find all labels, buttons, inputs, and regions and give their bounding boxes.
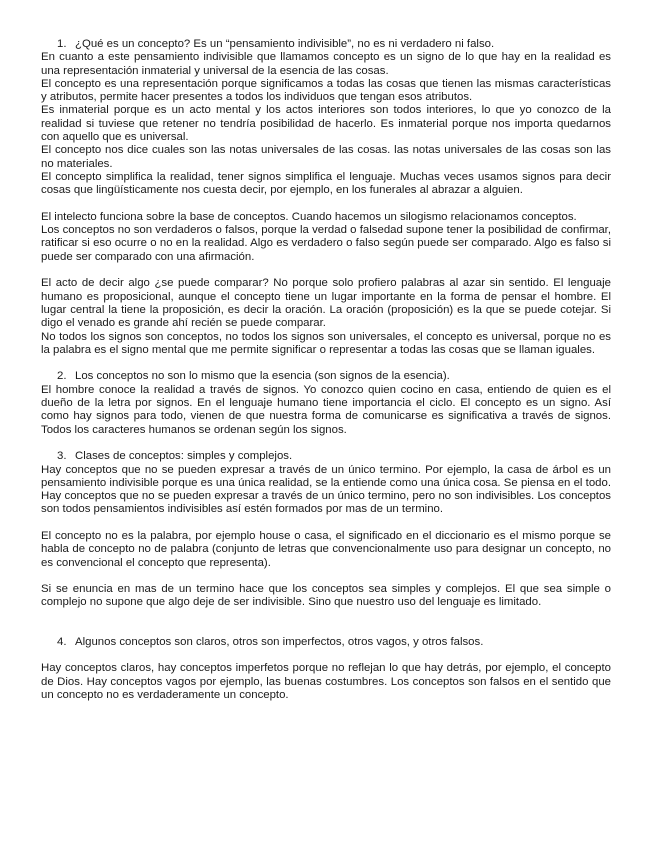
section-4 (41, 636, 611, 702)
section-3 (41, 450, 611, 636)
section-title: Los conceptos no son lo mismo que la esencia (son signos de la esencia). (75, 370, 450, 383)
paragraph: En cuanto a este pensamiento indivisible que llamamos concepto es un signo de lo que hay en la realidad es una representación inmaterial y universal de la esencia de las cosas. (41, 51, 611, 77)
section-number: 1. (57, 38, 67, 50)
paragraph: El concepto simplifica la realidad, tener signos simplifica el lenguaje. Muchas veces usamos signos para decir cosas que lingüísticamente nos cuesta decir, por ejemplo, en los funerales al abrazar a alguien. (41, 170, 611, 197)
paragraph: Hay conceptos que no se pueden expresar a través de un único termino. Por ejemplo, la casa de árbol es un pensamiento indivisible porque es una única realidad, se la entiende como una única cosa. Se piensa en el todo. Hay conceptos que no se pueden expresar a través de un único termino, pero no son indivisibles. Los conceptos son todos pensamientos indivisibles así estén formados por mas de un termino. (41, 463, 611, 516)
section-1 (41, 38, 611, 370)
section-heading (41, 370, 611, 383)
section-heading (41, 38, 611, 51)
section-number: 3. (57, 450, 67, 463)
paragraph: El hombre conoce la realidad a través de signos. Yo conozco quien cocino en casa, entiendo de quien es el dueño de la letra por signos. En el lenguaje humano tiene importancia el ciclo. El concepto es un signo. Así como hay signos para todo, vienen de que nuestra forma de comunicarse es significativa a través de signos. Todos los caracteres humanos se ordenan según los signos. (41, 383, 611, 436)
section-title: Algunos conceptos son claros, otros son imperfectos, otros vagos, y otros falsos. (75, 635, 484, 648)
paragraph: El acto de decir algo ¿se puede comparar? No porque solo profiero palabras al azar sin sentido. El lenguaje humano es proposicional, aunque el concepto tiene un lugar importante en la forma de pensar el hombre. El lugar central la tiene la proposición, es decir la oración. La oración (proposición) es la que se puede cotejar. Si digo el venado es grande ahí recién se puede comparar. (41, 277, 611, 330)
section-title: Clases de conceptos: simples y complejos. (75, 450, 293, 463)
section-heading (41, 636, 611, 649)
paragraph: Los conceptos no son verdaderos o falsos, porque la verdad o falsedad supone tener la posibilidad de confirmar, ratificar si eso ocurre o no en la realidad. Algo es verdadero o falso según puede ser comparado. Algo es falso si puede ser comparado con una afirmación. (41, 224, 611, 263)
paragraph: El concepto es una representación porque significamos a todas las cosas que tienen las mismas características y atributos, permite hacer presentes a todos los individuos que tengan esos atributos. (41, 77, 611, 104)
section-2 (41, 370, 611, 450)
section-number: 2. (57, 370, 67, 383)
paragraph: Hay conceptos claros, hay conceptos imperfetos porque no reflejan lo que hay detrás, por ejemplo, el concepto de Dios. Hay conceptos vagos por ejemplo, las buenas costumbres. Los conceptos son falsos en el sentido que un concepto no es verdaderamente un concepto. (41, 662, 611, 701)
paragraph: No todos los signos son conceptos, no todos los signos son universales, el concepto es universal, porque no es la palabra es el signo mental que me permite significar o representar a todas las cosas que se llaman iguales. (41, 330, 611, 356)
paragraph: El intelecto funciona sobre la base de conceptos. Cuando hacemos un silogismo relacionamos conceptos. (41, 210, 577, 223)
section-number: 4. (57, 635, 67, 648)
paragraph: El concepto no es la palabra, por ejemplo house o casa, el significado en el diccionario es el mismo porque se habla de concepto no de palabra (conjunto de letras que convencionalmente uso para designar un concepto, no es convencional el concepto que representa). (41, 529, 611, 569)
section-title: ¿Qué es un concepto? Es un “pensamiento indivisible”, no es ni verdadero ni falso. (75, 38, 495, 50)
section-heading (41, 450, 611, 463)
paragraph: Si se enuncia en mas de un termino hace que los conceptos sea simples y complejos. El que sea simple o complejo no supone que algo deje de ser indivisible. Sino que nuestro uso del lenguaje es limitado. (41, 583, 611, 609)
paragraph: El concepto nos dice cuales son las notas universales de las cosas. las notas universales de las cosas son las no materiales. (41, 144, 611, 170)
paragraph: Es inmaterial porque es un acto mental y los actos interiores son todos interiores, lo que yo conozco de la realidad si tuviese que retener no tendría posibilidad de hacerlo. Es inmaterial porque nos importa quedarnos con aquello que es universal. (41, 104, 611, 144)
